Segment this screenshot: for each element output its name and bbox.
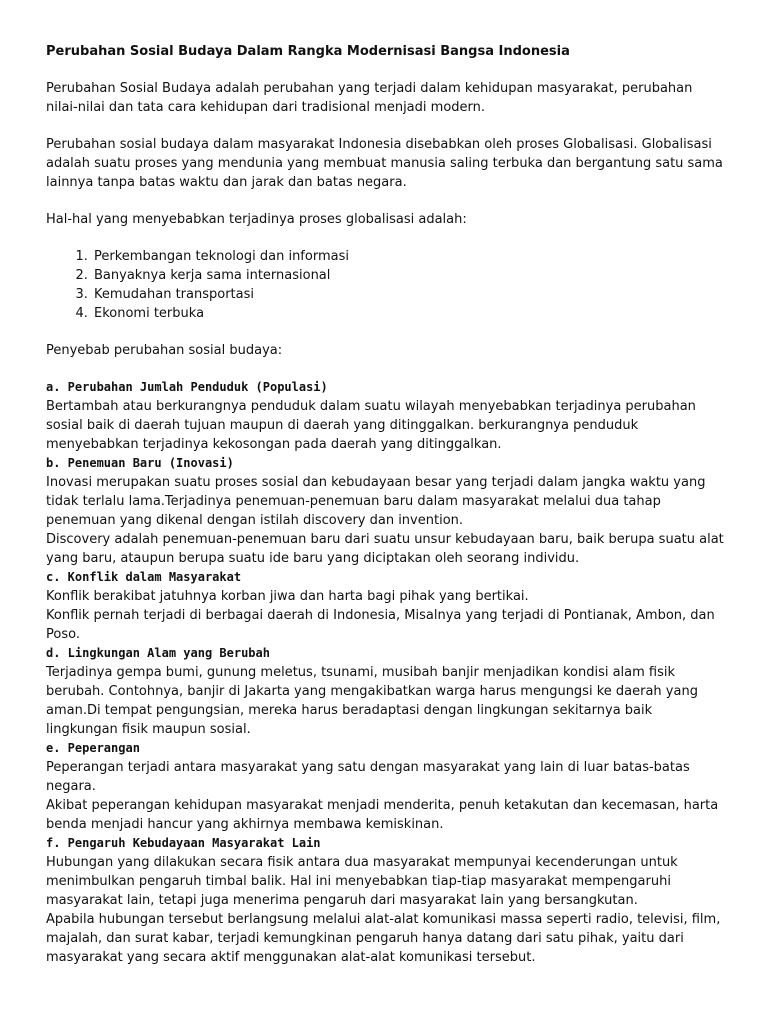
section-paragraph: Bertambah atau berkurangnya penduduk dalam suatu wilayah menyebabkan terjadinya perubahan sosial baik di daerah tujuan maupun di daerah yang ditinggalkan. berkurangnya penduduk menyebabkan terjadinya kekosongan pada daerah yang ditinggalkan. <box>46 399 696 452</box>
globalization-paragraph: Perubahan sosial budaya dalam masyarakat Indonesia disebabkan oleh proses Globalisasi. Globalisasi adalah suatu proses yang mendunia yang membuat manusia saling terbuka dan bergantung satu sama lainnya tanpa batas waktu dan jarak dan batas negara. <box>46 137 723 190</box>
document-title: Perubahan Sosial Budaya Dalam Rangka Modernisasi Bangsa Indonesia <box>46 44 570 59</box>
causes-intro: Penyebab perubahan sosial budaya: <box>46 343 283 358</box>
section-paragraph: Discovery adalah penemuan-penemuan baru dari suatu unsur kebudayaan baru, baik berupa suatu alat yang baru, ataupun berupa suatu ide baru yang diciptakan oleh seorang individu. <box>46 532 724 566</box>
section-cultural-influence <box>46 834 728 967</box>
section-paragraph: Konflik pernah terjadi di berbagai daerah di Indonesia, Misalnya yang terjadi di Pontianak, Ambon, dan Poso. <box>46 608 715 642</box>
section-paragraph: Akibat peperangan kehidupan masyarakat menjadi menderita, penuh ketakutan dan kecemasan, harta benda menjadi hancur yang akhirnya membawa kemiskinan. <box>46 798 719 832</box>
section-environment <box>46 644 728 739</box>
section-heading: d. Lingkungan Alam yang Berubah <box>46 646 270 660</box>
globalization-causes-list <box>46 247 728 323</box>
section-paragraph: Hubungan yang dilakukan secara fisik antara dua masyarakat mempunyai kecenderungan untuk menimbulkan pengaruh timbal balik. Hal ini menyebabkan tiap-tiap masyarakat mempengaruhi masyarakat lain, tetapi juga menerima pengaruh dari masyarakat lain yang bersangkutan. <box>46 855 678 908</box>
list-item: 2. Banyaknya kerja sama internasional <box>92 266 728 285</box>
list-item: 3. Kemudahan transportasi <box>92 285 728 304</box>
section-paragraph: Terjadinya gempa bumi, gunung meletus, tsunami, musibah banjir menjadikan kondisi alam fisik berubah. Contohnya, banjir di Jakarta yang mengakibatkan warga harus mengungsi ke daerah yang aman.Di tempat pengungsian, mereka harus beradaptasi dengan lingkungan sekitarnya baik lingkungan fisik maupun sosial. <box>46 665 698 737</box>
section-population <box>46 378 728 454</box>
globalization-causes-intro: Hal-hal yang menyebabkan terjadinya proses globalisasi adalah: <box>46 212 467 227</box>
section-heading: a. Perubahan Jumlah Penduduk (Populasi) <box>46 380 328 394</box>
section-conflict <box>46 568 728 644</box>
section-heading: f. Pengaruh Kebudayaan Masyarakat Lain <box>46 836 321 850</box>
section-heading: e. Peperangan <box>46 741 140 755</box>
section-paragraph: Peperangan terjadi antara masyarakat yang satu dengan masyarakat yang lain di luar batas-batas negara. <box>46 760 690 794</box>
section-paragraph: Apabila hubungan tersebut berlangsung melalui alat-alat komunikasi massa seperti radio, televisi, film, majalah, dan surat kabar, terjadi kemungkinan pengaruh hanya datang dari satu pihak, yaitu dari masyarakat yang secara aktif menggunakan alat-alat komunikasi tersebut. <box>46 912 721 965</box>
list-item: 1. Perkembangan teknologi dan informasi <box>92 247 728 266</box>
list-item: 4. Ekonomi terbuka <box>92 304 728 323</box>
section-heading: b. Penemuan Baru (Inovasi) <box>46 456 234 470</box>
section-innovation <box>46 454 728 568</box>
section-paragraph: Konflik berakibat jatuhnya korban jiwa dan harta bagi pihak yang bertikai. <box>46 589 529 604</box>
section-war <box>46 739 728 834</box>
definition-paragraph: Perubahan Sosial Budaya adalah perubahan yang terjadi dalam kehidupan masyarakat, perubahan nilai-nilai dan tata cara kehidupan dari tradisional menjadi modern. <box>46 81 693 115</box>
section-paragraph: Inovasi merupakan suatu proses sosial dan kebudayaan besar yang terjadi dalam jangka waktu yang tidak terlalu lama.Terjadinya penemuan-penemuan baru dalam masyarakat melalui dua tahap penemuan yang dikenal dengan istilah discovery dan invention. <box>46 475 706 528</box>
section-heading: c. Konflik dalam Masyarakat <box>46 570 242 584</box>
